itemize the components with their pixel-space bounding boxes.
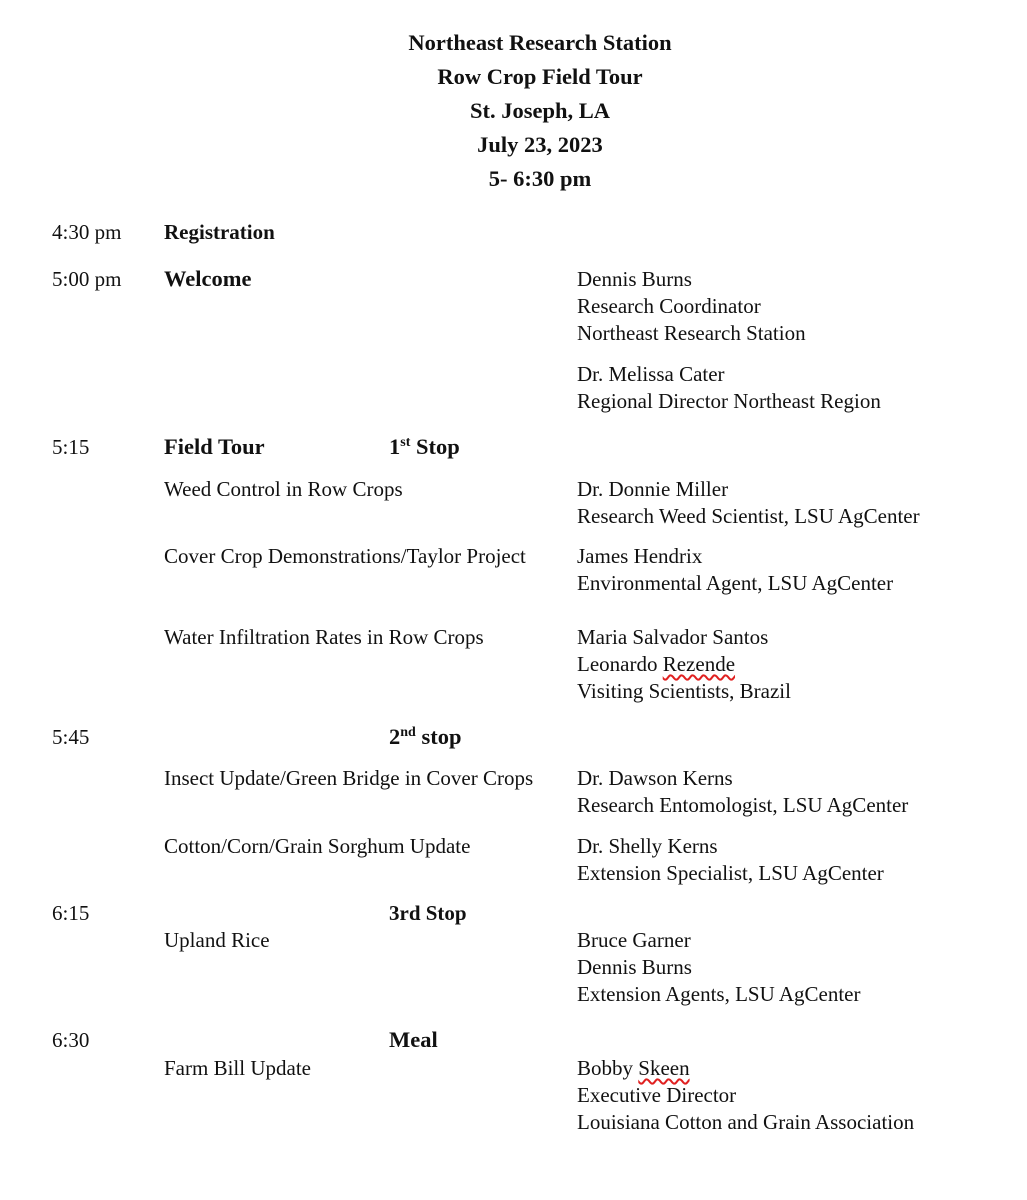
stop1-title: Field Tour: [164, 434, 265, 459]
meal-speaker-org: Louisiana Cotton and Grain Association: [577, 1110, 915, 1134]
welcome-speaker2-name: Dr. Melissa Cater: [577, 362, 725, 386]
stop1-ordinal-suffix: st: [400, 435, 411, 450]
welcome-title: Welcome: [164, 266, 252, 291]
meal-topic: Farm Bill Update: [164, 1056, 311, 1080]
stop1-topic1-speaker-role: Research Weed Scientist, LSU AgCenter: [577, 504, 920, 528]
speaker2-last-name: Rezende: [662, 652, 736, 676]
stop1-topic2: Cover Crop Demonstrations/Taylor Project: [164, 544, 526, 568]
welcome-speaker1-name: Dennis Burns: [577, 267, 692, 291]
stop2-topic2-speaker-name: Dr. Shelly Kerns: [577, 834, 718, 858]
stop1-number: 1: [389, 434, 401, 459]
stop3-topic: Upland Rice: [164, 928, 270, 952]
meal-speaker-role: Executive Director: [577, 1083, 737, 1107]
meal-speaker-first-name: Bobby: [577, 1056, 634, 1080]
stop1-topic1: Weed Control in Row Crops: [164, 477, 403, 501]
stop2-ordinal-suffix: nd: [400, 725, 416, 740]
meal-speaker-last-name: Skeen: [638, 1056, 690, 1080]
meal-speaker-name: [577, 1055, 690, 1082]
meal-time: 6:30: [52, 1028, 90, 1052]
stop3-title: 3rd Stop: [389, 901, 467, 925]
header-line-location: St. Joseph, LA: [469, 98, 611, 123]
stop2-topic1-speaker-role: Research Entomologist, LSU AgCenter: [577, 793, 909, 817]
stop1-label: [389, 433, 460, 460]
header-line-event: Row Crop Field Tour: [437, 64, 643, 89]
stop2-time: 5:45: [52, 725, 90, 749]
welcome-speaker2-role: Regional Director Northeast Region: [577, 389, 881, 413]
header-line-time: 5- 6:30 pm: [488, 166, 592, 191]
welcome-speaker1-role: Research Coordinator: [577, 294, 761, 318]
stop1-topic3-speaker2-name: [577, 651, 735, 678]
stop2-stop-word: stop: [421, 724, 462, 749]
stop2-topic2: Cotton/Corn/Grain Sorghum Update: [164, 834, 471, 858]
welcome-time: 5:00 pm: [52, 267, 122, 291]
stop2-number: 2: [389, 724, 401, 749]
stop3-speaker1-name: Bruce Garner: [577, 928, 691, 952]
header-line-date: July 23, 2023: [477, 132, 603, 157]
stop1-topic3: Water Infiltration Rates in Row Crops: [164, 625, 484, 649]
stop2-topic2-speaker-role: Extension Specialist, LSU AgCenter: [577, 861, 884, 885]
stop1-stop-word: Stop: [416, 434, 460, 459]
stop2-topic1: Insect Update/Green Bridge in Cover Crops: [164, 766, 534, 790]
stop3-speaker2-name: Dennis Burns: [577, 955, 692, 979]
registration-time: 4:30 pm: [52, 220, 122, 244]
stop1-topic1-speaker-name: Dr. Donnie Miller: [577, 477, 729, 501]
header-line-station: Northeast Research Station: [408, 30, 672, 55]
stop1-topic3-speaker-role: Visiting Scientists, Brazil: [577, 679, 791, 703]
stop1-topic3-speaker1-name: Maria Salvador Santos: [577, 625, 769, 649]
meal-title: Meal: [389, 1027, 438, 1052]
stop1-time: 5:15: [52, 435, 90, 459]
welcome-speaker1-org: Northeast Research Station: [577, 321, 806, 345]
stop3-speaker-role: Extension Agents, LSU AgCenter: [577, 982, 861, 1006]
stop3-time: 6:15: [52, 901, 90, 925]
stop2-topic1-speaker-name: Dr. Dawson Kerns: [577, 766, 733, 790]
registration-title: Registration: [164, 220, 275, 244]
stop1-topic2-speaker-role: Environmental Agent, LSU AgCenter: [577, 571, 894, 595]
stop2-label: [389, 723, 461, 750]
speaker2-first-name: Leonardo: [577, 652, 658, 676]
stop1-topic2-speaker-name: James Hendrix: [577, 544, 703, 568]
